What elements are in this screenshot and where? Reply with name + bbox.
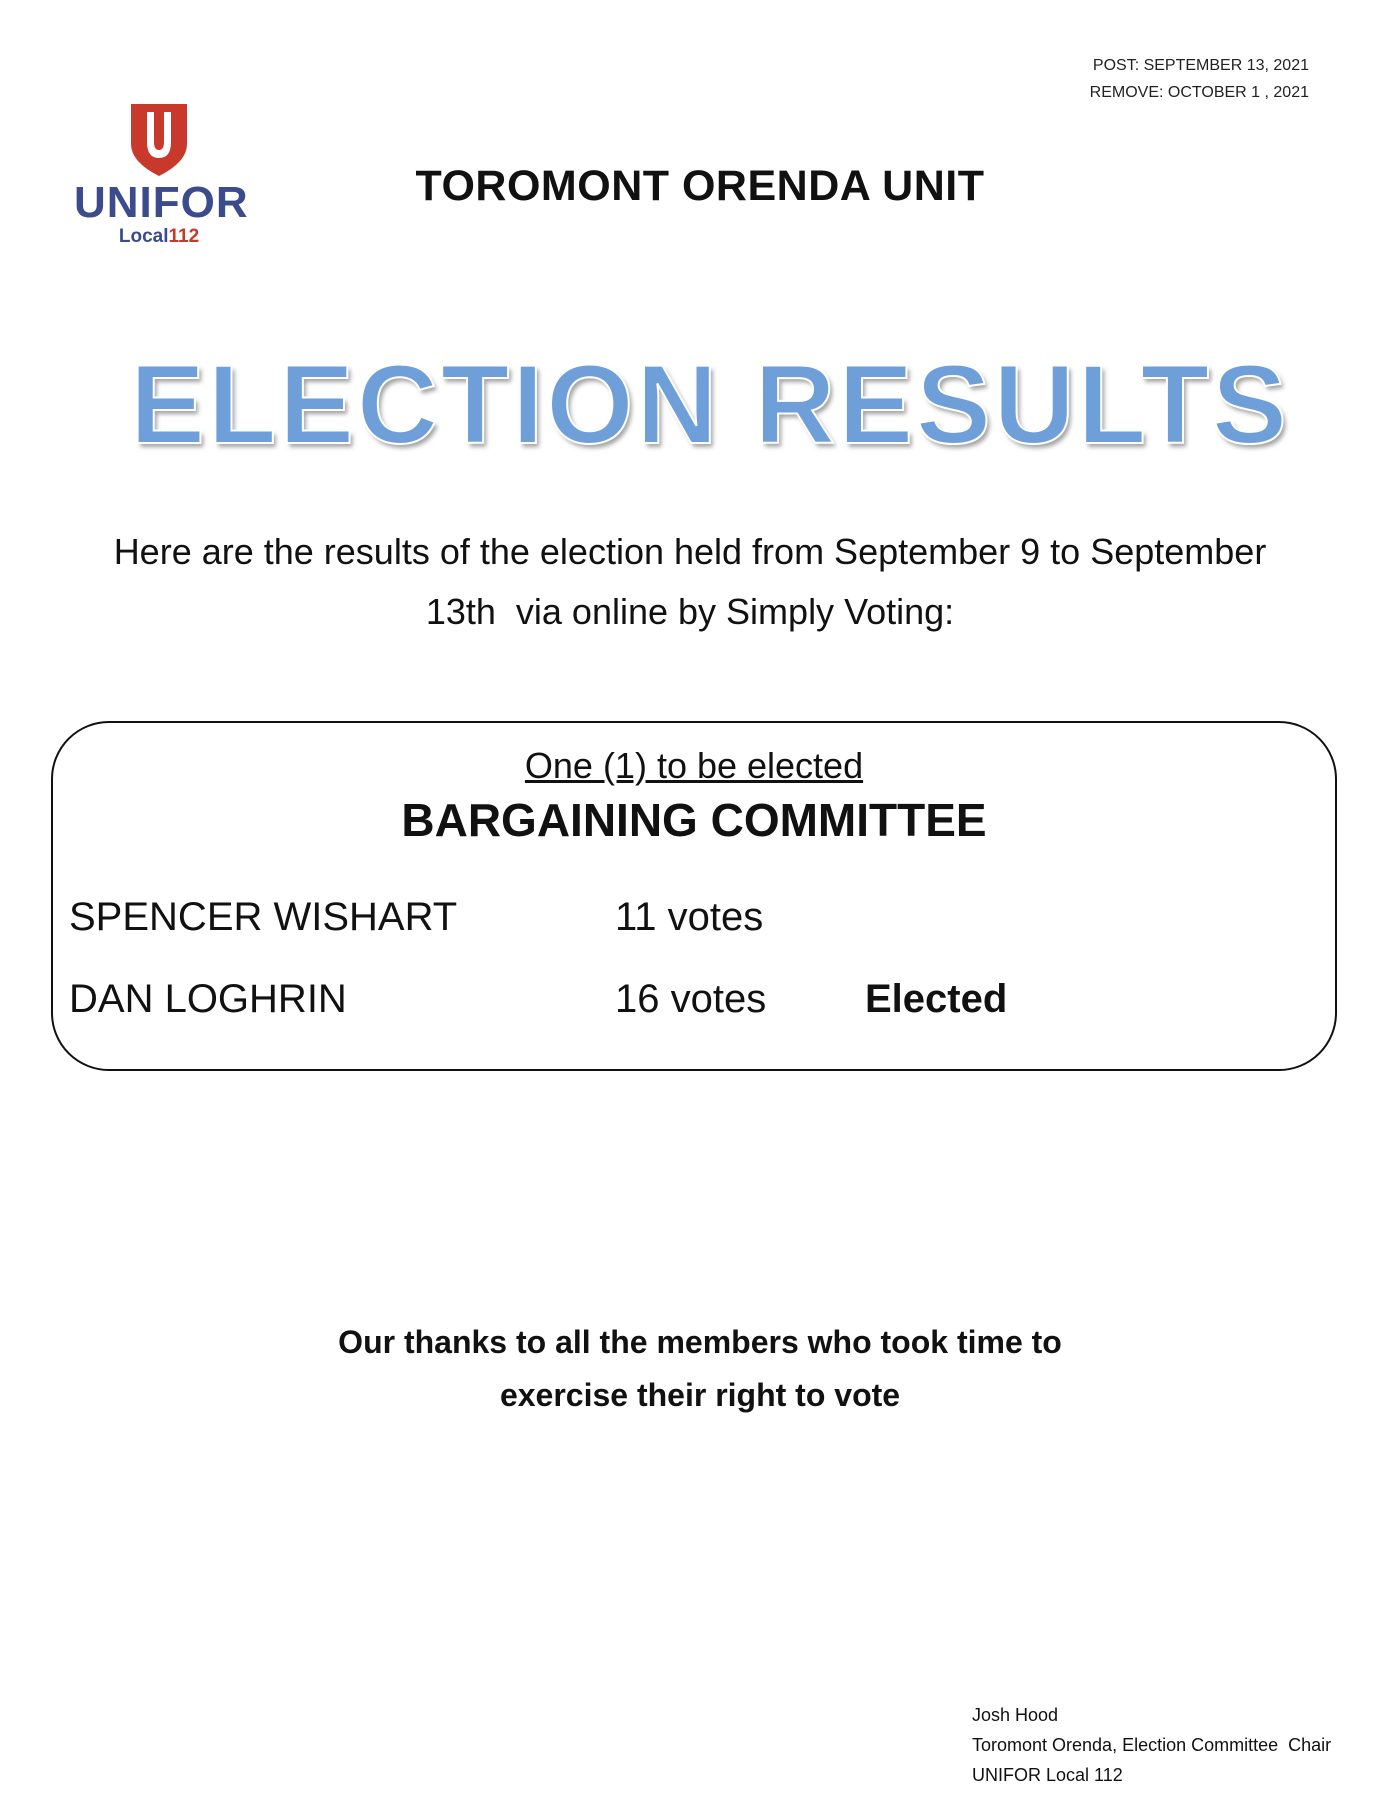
thanks-message <box>0 1316 1400 1422</box>
intro-text <box>60 522 1320 642</box>
post-date: POST: SEPTEMBER 13, 2021 <box>1092 57 1309 74</box>
candidate-status: Elected <box>865 977 1008 1021</box>
candidate-votes: 11 votes <box>615 895 764 939</box>
signature-org: UNIFOR Local 112 <box>972 1765 1123 1785</box>
remove-date: REMOVE: OCTOBER 1 , 2021 <box>1089 84 1309 101</box>
candidate-row <box>69 977 1319 1027</box>
logo-wordmark: UNIFOR <box>74 178 249 227</box>
logo-local <box>74 226 244 248</box>
intro-line-1: Here are the results of the election held from September 9 to September <box>113 531 1267 572</box>
logo-local-prefix: Local <box>118 226 169 247</box>
candidate-votes: 16 votes <box>615 977 767 1021</box>
office-title: BARGAINING COMMITTEE <box>401 794 987 846</box>
headline: ELECTION RESULTS <box>130 342 1290 467</box>
signature-title: Toromont Orenda, Election Committee Chair <box>972 1735 1332 1755</box>
logo-local-number: 112 <box>168 226 200 247</box>
signature-name: Josh Hood <box>972 1705 1059 1725</box>
signature-block <box>972 1700 1331 1790</box>
seats-note: One (1) to be elected <box>524 745 864 786</box>
thanks-line-1: Our thanks to all the members who took time to <box>338 1324 1062 1360</box>
candidate-name: SPENCER WISHART <box>69 895 458 939</box>
intro-line-2: 13th via online by Simply Voting: <box>425 591 955 632</box>
candidate-row <box>69 895 1319 945</box>
unit-title: TOROMONT ORENDA UNIT <box>415 162 985 210</box>
thanks-line-2: exercise their right to vote <box>499 1377 901 1413</box>
posting-dates <box>1090 52 1309 106</box>
candidate-name: DAN LOGHRIN <box>69 977 347 1021</box>
result-box <box>51 721 1337 1071</box>
